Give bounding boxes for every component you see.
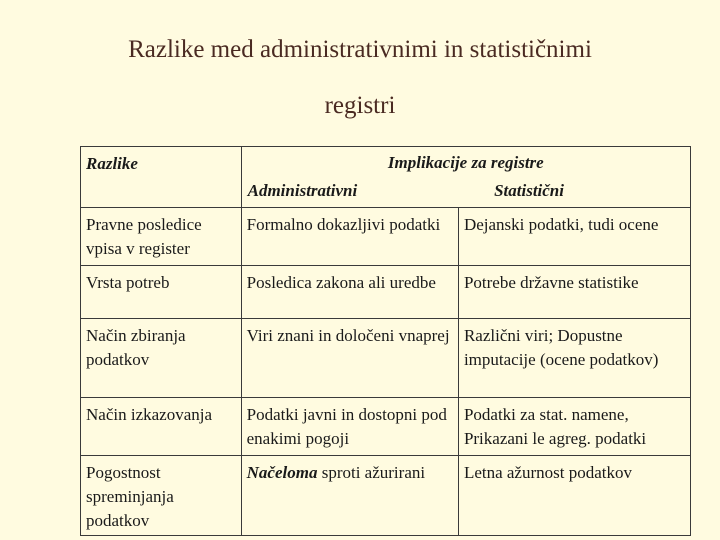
administrative-cell: [241, 456, 458, 536]
table-row: [81, 456, 691, 536]
table-header-row: [81, 147, 691, 208]
table-row: [81, 319, 691, 398]
statistical-cell: Letna ažurnost podatkov: [458, 456, 690, 536]
row-label: Pravne posledice vpisa v register: [81, 208, 242, 266]
administrative-cell: Posledica zakona ali uredbe: [241, 266, 458, 319]
header-implications-label: Implikacije za registre: [387, 153, 544, 172]
table-row: [81, 266, 691, 319]
statistical-cell: Različni viri; Dopustne imputacije (ocene podatkov): [458, 319, 690, 398]
header-implications: [241, 147, 690, 208]
administrative-cell: Formalno dokazljivi podatki: [241, 208, 458, 266]
administrative-cell: Viri znani in določeni vnaprej: [241, 319, 458, 398]
statistical-cell: Podatki za stat. namene, Prikazani le agreg. podatki: [458, 398, 690, 456]
comparison-table: [80, 146, 691, 536]
header-administrative: Administrativni: [247, 181, 358, 200]
statistical-cell: Dejanski podatki, tudi ocene: [458, 208, 690, 266]
table-row: [81, 208, 691, 266]
title-line-1: Razlike med administrativnimi in statističnimi: [128, 36, 592, 63]
row-label: Pogostnost spreminjanja podatkov: [81, 456, 242, 536]
administrative-rest-text: sproti ažurirani: [317, 463, 426, 482]
header-statistical: Statistični: [494, 181, 564, 200]
header-differences: Razlike: [81, 147, 242, 208]
title-line-2: registri: [324, 92, 396, 119]
row-label: Način zbiranja podatkov: [81, 319, 242, 398]
emphasis-text: Načeloma: [246, 463, 318, 482]
administrative-cell: Podatki javni in dostopni pod enakimi pogoji: [241, 398, 458, 456]
row-label: Način izkazovanja: [81, 398, 242, 456]
table-row: [81, 398, 691, 456]
row-label: Vrsta potreb: [81, 266, 242, 319]
statistical-cell: Potrebe državne statistike: [458, 266, 690, 319]
slide-title: [0, 22, 720, 134]
